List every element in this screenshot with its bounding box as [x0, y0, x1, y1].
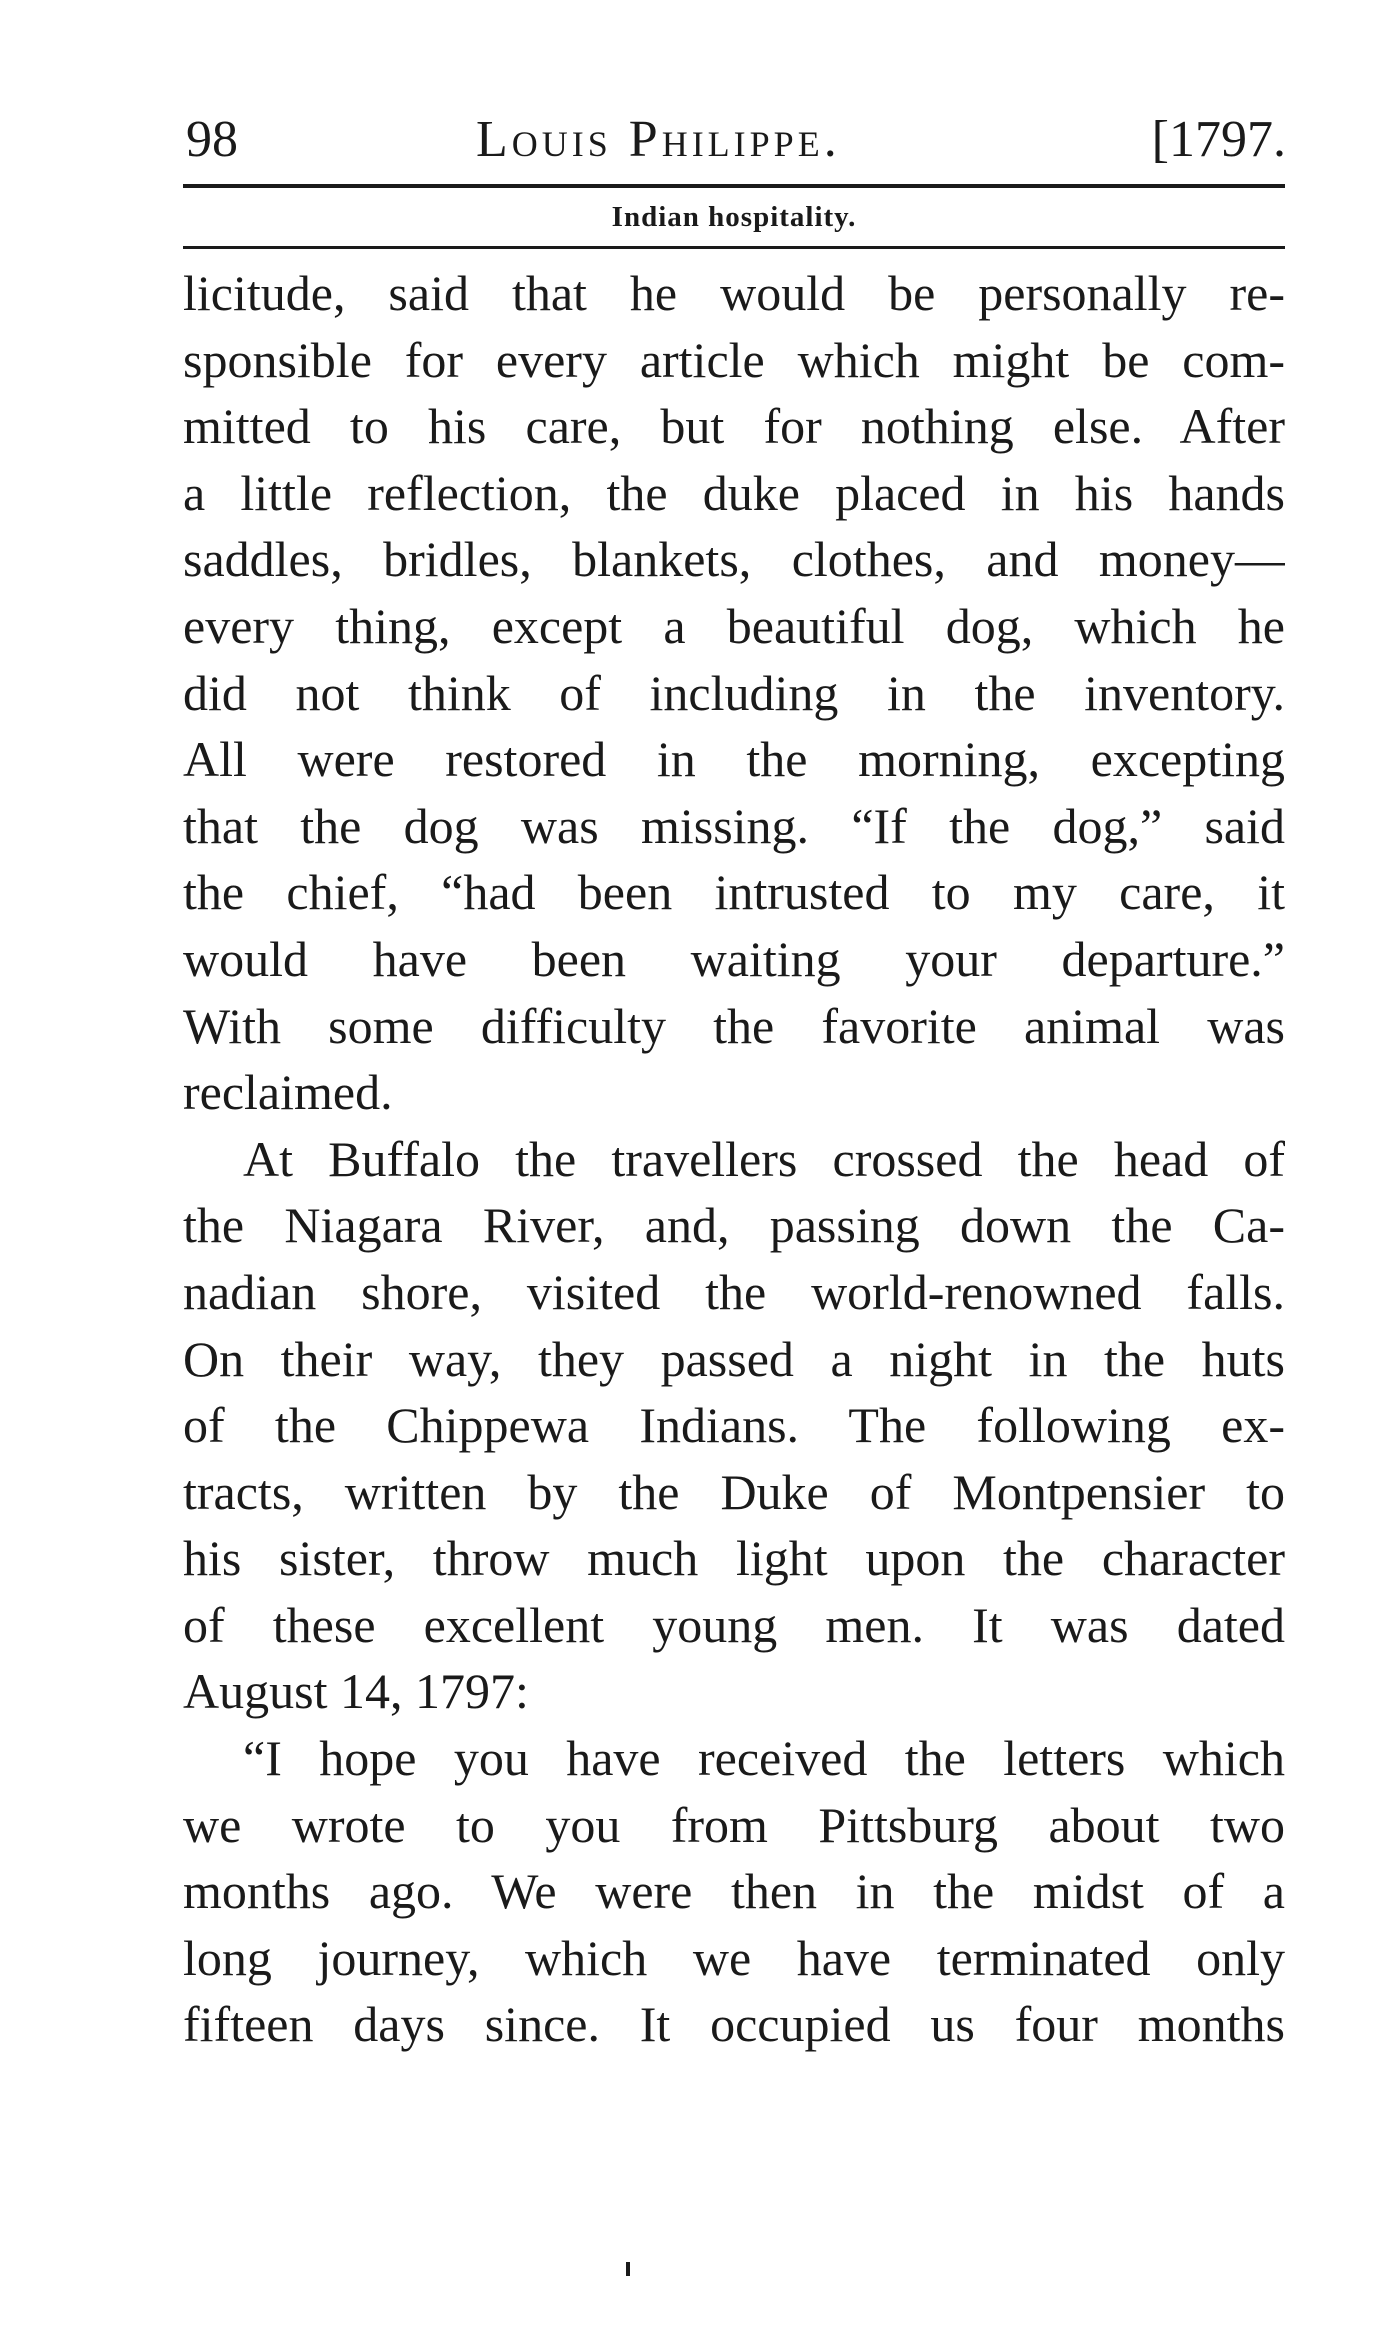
text-line: long journey, which we have terminated only	[183, 1929, 1285, 1986]
text-line: the chief, “had been intrusted to my care, it	[183, 864, 1285, 921]
text-line: All were restored in the morning, excepting	[183, 731, 1285, 788]
body-text	[183, 260, 1285, 2058]
text-line: reclaimed.	[183, 1064, 393, 1121]
text-line: saddles, bridles, blankets, clothes, and money—	[183, 531, 1285, 588]
text-line: mitted to his care, but for nothing else. After	[183, 398, 1285, 455]
text-line: licitude, said that he would be personally re-	[183, 265, 1285, 321]
print-mark	[626, 2262, 630, 2276]
text-line: the Niagara River, and, passing down the Ca-	[183, 1197, 1285, 1254]
section-heading: Indian hospitality.	[611, 201, 857, 233]
running-title: Louis Philippe.	[476, 111, 841, 168]
text-line: a little reflection, the duke placed in his hands	[183, 464, 1285, 521]
page-number: 98	[186, 111, 238, 168]
text-line: months ago. We were then in the midst of a	[183, 1863, 1285, 1920]
text-line: With some difficulty the favorite animal was	[183, 997, 1285, 1054]
text-line: August 14, 1797:	[183, 1663, 529, 1720]
text-line: At Buffalo the travellers crossed the head of	[243, 1130, 1285, 1187]
text-line: tracts, written by the Duke of Montpensier to	[183, 1463, 1285, 1520]
header-rule-top	[183, 184, 1285, 188]
text-line: of these excellent young men. It was dated	[183, 1596, 1285, 1653]
text-line: of the Chippewa Indians. The following ex-	[183, 1397, 1285, 1454]
text-line: On their way, they passed a night in the huts	[183, 1330, 1285, 1387]
text-line: fifteen days since. It occupied us four months	[183, 1996, 1285, 2053]
header-rule-bottom	[183, 246, 1285, 249]
text-line: every thing, except a beautiful dog, which he	[183, 597, 1285, 654]
text-line: that the dog was missing. “If the dog,” said	[183, 797, 1285, 854]
text-line: “I hope you have received the letters which	[243, 1730, 1285, 1787]
text-line: sponsible for every article which might be com-	[183, 331, 1285, 388]
header-year: [1797.	[1151, 111, 1286, 168]
text-line: would have been waiting your departure.”	[183, 930, 1285, 987]
text-line: nadian shore, visited the world-renowned falls.	[183, 1263, 1285, 1320]
page-header	[186, 100, 1286, 180]
text-line: his sister, throw much light upon the character	[183, 1530, 1285, 1587]
text-line: did not think of including in the inventory.	[183, 664, 1285, 721]
text-line: we wrote to you from Pittsburg about two	[183, 1796, 1285, 1853]
